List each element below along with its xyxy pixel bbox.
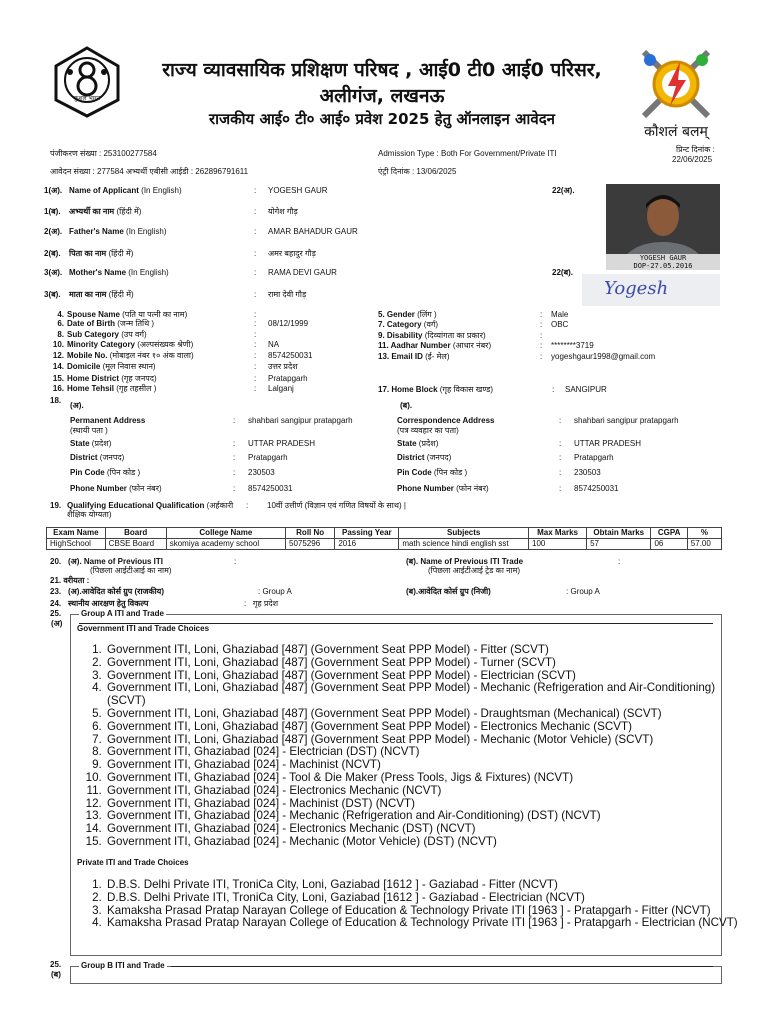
permanent-address-label-main: Phone Number — [70, 484, 127, 493]
detail-label-sub: (गृह जनपद) — [119, 374, 157, 383]
detail-right-label-main: 11. Aadhar Number — [378, 341, 451, 350]
detail-right-label-main: 9. Disability — [378, 331, 423, 340]
permanent-address-label — [70, 439, 111, 449]
application-number: आवेदन संख्या : 277584 अभ्यर्थी एबीसी आईडी : 262896791611 — [50, 167, 249, 176]
list-item: 15. Government ITI, Ghaziabad [024] - Mechanic (Motor Vehicle) (DST) (NCVT) — [105, 836, 745, 849]
detail-right-label-sub: (लिंग ) — [414, 310, 437, 319]
pvt-course-group-value: : Group A — [566, 587, 600, 596]
registration-number: पंजीकरण संख्या : 253100277584 — [50, 149, 157, 158]
list-item: 8. Government ITI, Ghaziabad [024] - Electrician (DST) (NCVT) — [105, 746, 745, 759]
detail-label-main: Mobile No. — [67, 351, 108, 360]
applicant-row-colon: : — [254, 227, 257, 236]
permanent-address-label — [70, 453, 124, 463]
detail-number: 4. — [57, 310, 64, 319]
applicant-row-label-sub: (हिंदी में) — [114, 207, 142, 216]
corr-marker: (ब). — [400, 401, 413, 410]
detail-label-sub: (जन्म तिथि ) — [115, 319, 155, 328]
permanent-address-label — [70, 468, 140, 478]
correspondence-address-value: 230503 — [574, 468, 601, 477]
local-reservation-label: स्थानीय आरक्षण हेतु विकल्प — [68, 599, 149, 608]
applicant-row-colon: : — [254, 186, 257, 195]
correspondence-address-label-main: State — [397, 439, 417, 448]
local-reservation-value: : गृह प्रदेश — [244, 599, 279, 608]
qual-value: 10वीं उत्तीर्ण (विज्ञान एवं गणित विषयों के साथ) | — [267, 501, 406, 510]
applicant-row-number: 2(अ). — [44, 227, 63, 236]
detail-label-main: Date of Birth — [67, 319, 115, 328]
gov-choices-list — [71, 644, 745, 849]
list-item: 5. Government ITI, Loni, Ghaziabad [487] (Government Seat PPP Model) - Draughtsman (Mechanical) (SCVT) — [105, 708, 745, 721]
home-block-value: SANGIPUR — [565, 385, 607, 394]
applicant-row-number: 1(ब). — [44, 207, 61, 216]
qual-label-2: शैक्षिक योग्यता) — [67, 510, 112, 519]
applicant-row-label — [69, 290, 134, 300]
correspondence-address-colon: : — [559, 453, 562, 462]
permanent-address-colon: : — [233, 484, 236, 493]
qual-colon: : — [246, 501, 249, 510]
qual-label: Qualifying Educational Qualification (अर्हकारी — [67, 501, 234, 510]
detail-label-sub: (मूल निवास स्थान) — [100, 362, 156, 371]
applicant-row-label-main: माता का नाम — [69, 290, 107, 299]
entry-date: एंट्री दिनांक : 13/06/2025 — [378, 167, 457, 176]
detail-right-value: OBC — [551, 320, 569, 329]
detail-right-label — [378, 352, 450, 362]
detail-right-label-sub: (वर्ग) — [421, 320, 439, 329]
detail-right-label-sub: (आधार नंबर) — [450, 341, 492, 350]
correspondence-address-label — [397, 484, 489, 494]
permanent-address-value: UTTAR PRADESH — [248, 439, 315, 448]
applicant-row-label — [69, 207, 141, 217]
permanent-address-label — [70, 416, 145, 436]
table-header-cell: Roll No — [286, 528, 335, 539]
correspondence-address-label-sub: (जनपद) — [424, 453, 452, 462]
list-item: 1. Government ITI, Loni, Ghaziabad [487] (Government Seat PPP Model) - Fitter (SCVT) — [105, 644, 745, 657]
detail-label-sub: (गृह तहसील ) — [113, 384, 157, 393]
detail-label — [67, 374, 157, 384]
applicant-row-number: 3(अ). — [44, 268, 63, 277]
detail-number: 10. — [52, 340, 64, 349]
correspondence-address-label — [397, 439, 438, 449]
detail-right-value: Male — [551, 310, 569, 319]
applicant-row-colon: : — [254, 268, 257, 277]
detail-number: 16. — [52, 384, 64, 393]
detail-colon: : — [254, 330, 257, 339]
applicant-row-label-main: Name of Applicant — [69, 186, 139, 195]
local-reservation-number: 24. — [50, 599, 62, 608]
correspondence-address-label-sub: (पत्र व्यवहार का पता) — [397, 426, 459, 435]
applicant-row-label — [69, 249, 133, 259]
pvt-choices-title: Private ITI and Trade Choices — [77, 858, 189, 867]
applicant-row-label-sub: (हिंदी में) — [106, 249, 134, 258]
detail-label-main: Spouse Name — [67, 310, 120, 319]
table-cell: CBSE Board — [105, 539, 166, 550]
correspondence-address-label-main: Phone Number — [397, 484, 454, 493]
detail-value: 08/12/1999 — [268, 319, 309, 328]
applicant-row-colon: : — [254, 290, 257, 299]
detail-colon: : — [254, 319, 257, 328]
detail-right-colon: : — [540, 310, 543, 319]
perm-marker: (अ). — [70, 401, 84, 410]
detail-label-sub: (मोबाइल नंबर १० अंक वाला) — [107, 351, 194, 360]
detail-value: उत्तर प्रदेश — [268, 362, 298, 371]
applicant-row-value: AMAR BAHADUR GAUR — [268, 227, 358, 236]
list-item: 2. D.B.S. Delhi Private ITI, TroniCa City, Loni, Gaziabad [1612 ] - Gaziabad - Electrician (NCVT) — [105, 892, 745, 905]
signature-label: 22(ब). — [552, 268, 574, 277]
pvt-choices-list — [71, 879, 745, 930]
print-date-label: प्रिन्ट दिनांक : — [676, 145, 715, 154]
preference-label: 21. वरीयता : — [50, 576, 90, 585]
photo-date: DOP-27.05.2016 — [633, 262, 693, 270]
detail-label-main: Home District — [67, 374, 120, 383]
list-item: 12. Government ITI, Ghaziabad [024] - Machinist (DST) (NCVT) — [105, 798, 745, 811]
correspondence-address-label-main: District — [397, 453, 425, 462]
group-b-rule — [171, 966, 713, 967]
list-item: 13. Government ITI, Ghaziabad [024] - Mechanic (Refrigeration and Air-Conditioning) (DST) (NCVT) — [105, 810, 745, 823]
list-item: 6. Government ITI, Loni, Ghaziabad [487] (Government Seat PPP Model) - Electronics Mechanic (SCVT) — [105, 721, 745, 734]
detail-colon: : — [254, 340, 257, 349]
detail-colon: : — [254, 351, 257, 360]
applicant-row-label-sub: (In English) — [138, 186, 182, 195]
right-logo — [636, 44, 716, 140]
prev-trade-colon: : — [618, 557, 621, 566]
page-title-line2: अलीगंज, लखनऊ — [319, 85, 445, 107]
correspondence-address-label-main: Correspondence Address — [397, 416, 495, 425]
photo-caption: YOGESH GAUR — [639, 254, 687, 262]
group-a-legend: Group A ITI and Trade — [81, 609, 164, 618]
detail-colon: : — [254, 384, 257, 393]
detail-label-main: Home Tehsil — [67, 384, 114, 393]
permanent-address-colon: : — [233, 439, 236, 448]
skill-gear-icon — [636, 44, 716, 124]
correspondence-address-colon: : — [559, 439, 562, 448]
table-header-cell: Obtain Marks — [587, 528, 651, 539]
permanent-address-label-sub: (जनपद) — [97, 453, 125, 462]
permanent-address-colon: : — [233, 416, 236, 425]
page-subtitle: राजकीय आई० टी० आई० प्रवेश 2025 हेतु ऑनलाइन आवेदन — [209, 110, 555, 128]
group-a-marker: (अ) — [51, 619, 63, 628]
permanent-address-colon: : — [233, 468, 236, 477]
qualification-table — [46, 527, 722, 550]
detail-label-sub: (अल्पसंख्यक श्रेणी) — [135, 340, 194, 349]
detail-right-label — [378, 310, 437, 320]
list-item: 4. Government ITI, Loni, Ghaziabad [487] (Government Seat PPP Model) - Mechanic (Refrigeration and Air-Conditioning) (SCVT) — [105, 682, 745, 708]
table-header-cell: Exam Name — [47, 528, 106, 539]
applicant-signature — [582, 274, 720, 306]
table-header-cell: Board — [105, 528, 166, 539]
applicant-row-value: YOGESH GAUR — [268, 186, 328, 195]
applicant-row-value: रामा देवी गौड़ — [268, 290, 307, 299]
pvt-course-group-label: (ब).आवेदित कोर्स ग्रुप (निजी) — [406, 587, 491, 596]
left-logo — [52, 46, 122, 118]
detail-label — [67, 330, 147, 340]
detail-number: 6. — [57, 319, 64, 328]
prev-iti-label: (अ). Name of Previous ITI — [68, 557, 164, 566]
detail-right-label — [378, 320, 438, 330]
applicant-row-colon: : — [254, 249, 257, 258]
home-block-label-main: 17. Home Block — [378, 385, 438, 394]
detail-value: Pratapgarh — [268, 374, 308, 383]
correspondence-address-value: Pratapgarh — [574, 453, 614, 462]
detail-right-colon: : — [540, 341, 543, 350]
table-cell: math science hindi english sst — [399, 539, 529, 550]
list-item: 9. Government ITI, Ghaziabad [024] - Machinist (NCVT) — [105, 759, 745, 772]
detail-number: 8. — [57, 330, 64, 339]
list-item: 3. Kamaksha Prasad Pratap Narayan College of Education & Technology Private ITI [1963 ] - Pratapgarh - Fitter (NCVT) — [105, 905, 745, 918]
applicant-row-colon: : — [254, 207, 257, 216]
list-item: 11. Government ITI, Ghaziabad [024] - Electronics Mechanic (NCVT) — [105, 785, 745, 798]
applicant-row-label — [69, 186, 182, 196]
prev-trade-label: (ब). Name of Previous ITI Trade — [406, 557, 524, 566]
prev-number: 20. — [50, 557, 62, 566]
table-row — [47, 539, 722, 550]
detail-label-main: Minority Category — [67, 340, 136, 349]
group-a-box — [70, 609, 738, 956]
applicant-row-label — [69, 268, 169, 278]
page-title-line1: राज्य व्यावसायिक प्रशिक्षण परिषद , आई0 टी0 आई0 परिसर, — [162, 59, 602, 81]
permanent-address-label-main: Pin Code — [70, 468, 105, 477]
correspondence-address-colon: : — [559, 484, 562, 493]
detail-label-main: Sub Category — [67, 330, 120, 339]
detail-right-colon: : — [540, 320, 543, 329]
permanent-address-label-main: Permanent Address — [70, 416, 146, 425]
group-b-number: 25. — [50, 960, 62, 969]
applicant-row-label-main: अभ्यर्थी का नाम — [69, 207, 115, 216]
detail-colon: : — [254, 374, 257, 383]
group-b-box — [70, 961, 722, 984]
detail-right-label — [378, 331, 486, 341]
detail-right-label-sub: (दिव्यांगता का प्रकार) — [422, 331, 486, 340]
permanent-address-label-sub: (स्थायी पता ) — [70, 426, 108, 435]
list-item: 3. Government ITI, Loni, Ghaziabad [487] (Government Seat PPP Model) - Electrician (SCVT) — [105, 670, 745, 683]
course-group-number: 23. — [50, 587, 62, 596]
detail-right-colon: : — [540, 331, 543, 340]
list-item: 2. Government ITI, Loni, Ghaziabad [487] (Government Seat PPP Model) - Turner (SCVT) — [105, 657, 745, 670]
applicant-photo — [606, 184, 720, 270]
applicant-row-label-sub: (हिंदी में) — [106, 290, 134, 299]
applicant-row-label-main: Father's Name — [69, 227, 124, 236]
table-cell: 5075296 — [286, 539, 335, 550]
print-date: 22/06/2025 — [672, 155, 713, 164]
correspondence-address-label-sub: (फोन नंबर) — [453, 484, 489, 493]
home-block-label — [378, 385, 493, 395]
left-logo-text: कुशल भारत — [73, 95, 101, 102]
detail-value: NA — [268, 340, 280, 349]
detail-label — [67, 362, 156, 372]
correspondence-address-label-sub: (प्रदेश) — [416, 439, 439, 448]
table-cell: 06 — [651, 539, 687, 550]
list-item: 7. Government ITI, Loni, Ghaziabad [487] (Government Seat PPP Model) - Mechanic (Motor Vehicle) (SCVT) — [105, 734, 745, 747]
permanent-address-label-main: State — [70, 439, 90, 448]
permanent-address-value: 230503 — [248, 468, 275, 477]
detail-number: 14. — [52, 362, 64, 371]
detail-right-label — [378, 341, 491, 351]
table-header-cell: CGPA — [651, 528, 687, 539]
detail-label — [67, 319, 154, 329]
detail-value: 8574250031 — [268, 351, 313, 360]
table-header-row — [47, 528, 722, 539]
detail-label-sub: (उप वर्ग) — [119, 330, 147, 339]
permanent-address-value: shahbari sangipur pratapgarh — [248, 416, 353, 425]
permanent-address-value: 8574250031 — [248, 484, 293, 493]
detail-right-value: yogeshgaur1998@gmail.com — [551, 352, 656, 361]
applicant-row-number: 3(ब). — [44, 290, 61, 299]
detail-number: 15. — [52, 374, 64, 383]
correspondence-address-value: 8574250031 — [574, 484, 619, 493]
admission-type: Admission Type : Both For Government/Private ITI — [378, 149, 557, 158]
group-b-marker: (ब) — [51, 970, 61, 979]
table-header-cell: Subjects — [399, 528, 529, 539]
correspondence-address-value: shahbari sangipur pratapgarh — [574, 416, 679, 425]
permanent-address-label-main: District — [70, 453, 98, 462]
table-cell: 2016 — [335, 539, 399, 550]
detail-colon: : — [254, 310, 257, 319]
correspondence-address-value: UTTAR PRADESH — [574, 439, 641, 448]
correspondence-address-label-sub: (पिन कोड ) — [431, 468, 468, 477]
correspondence-address-colon: : — [559, 468, 562, 477]
group-b-legend: Group B ITI and Trade — [81, 961, 165, 970]
list-item: 1. D.B.S. Delhi Private ITI, TroniCa City, Loni, Gaziabad [1612 ] - Gaziabad - Fitter (NCVT) — [105, 879, 745, 892]
applicant-row-label-main: Mother's Name — [69, 268, 127, 277]
gov-course-group-label: (अ).आवेदित कोर्स ग्रुप (राजकीय) — [68, 587, 164, 596]
correspondence-address-label — [397, 468, 467, 478]
correspondence-address-label-main: Pin Code — [397, 468, 432, 477]
applicant-row-label-sub: (In English) — [126, 268, 169, 277]
permanent-address-label-sub: (फोन नंबर) — [126, 484, 162, 493]
table-cell: 57.00 — [687, 539, 721, 550]
permanent-address-value: Pratapgarh — [248, 453, 288, 462]
applicant-row-label-main: पिता का नाम — [69, 249, 107, 258]
list-item: 14. Government ITI, Ghaziabad [024] - Electronics Mechanic (DST) (NCVT) — [105, 823, 745, 836]
home-block-label-sub: (गृह विकास खण्ड) — [437, 385, 494, 394]
detail-colon: : — [254, 362, 257, 371]
applicant-row-number: 2(ब). — [44, 249, 61, 258]
table-header-cell: Passing Year — [335, 528, 399, 539]
gov-choices-title: Government ITI and Trade Choices — [77, 624, 210, 633]
applicant-row-value: योगेश गौड़ — [268, 207, 298, 216]
applicant-row-label-sub: (In English) — [123, 227, 167, 236]
detail-right-colon: : — [540, 352, 543, 361]
detail-number: 12. — [52, 351, 64, 360]
applicant-row-label — [69, 227, 167, 237]
detail-right-label-main: 7. Category — [378, 320, 422, 329]
correspondence-address-label — [397, 453, 451, 463]
permanent-address-label-sub: (प्रदेश) — [89, 439, 112, 448]
correspondence-address-label — [397, 416, 495, 436]
table-cell: skomiya academy school — [166, 539, 285, 550]
detail-label-sub: (पति या पत्नी का नाम) — [119, 310, 188, 319]
applicant-row-number: 1(अ). — [44, 186, 63, 195]
detail-value: Lalganj — [268, 384, 294, 393]
detail-right-label-sub: (ई- मेल) — [422, 352, 450, 361]
prev-iti-sub: (पिछला आईटीआई का नाम) — [90, 566, 172, 575]
detail-label-main: Domicile — [67, 362, 101, 371]
detail-right-label-main: 5. Gender — [378, 310, 415, 319]
gov-course-group-value: : Group A — [258, 587, 292, 596]
table-header-cell: College Name — [166, 528, 285, 539]
detail-label — [67, 351, 194, 361]
table-header-cell: % — [687, 528, 721, 539]
applicant-row-value: RAMA DEVI GAUR — [268, 268, 337, 277]
permanent-address-colon: : — [233, 453, 236, 462]
prev-trade-sub: (पिछला आईटीआई ट्रेड का नाम) — [428, 566, 521, 575]
address-number: 18. — [50, 396, 62, 405]
prev-iti-colon: : — [234, 557, 237, 566]
list-item: 4. Kamaksha Prasad Pratap Narayan College of Education & Technology Private ITI [1963 ] - Pratapgarh - Electrician (NCVT) — [105, 917, 745, 930]
group-a-number: 25. — [50, 609, 62, 618]
qual-number: 19. — [50, 501, 62, 510]
detail-label — [67, 384, 156, 394]
detail-right-label-main: 13. Email ID — [378, 352, 423, 361]
detail-label — [67, 340, 193, 350]
table-cell: HighSchool — [47, 539, 106, 550]
list-item: 10. Government ITI, Ghaziabad [024] - Tool & Die Maker (Press Tools, Jigs & Fixtures) (NCVT) — [105, 772, 745, 785]
detail-right-value: ********3719 — [551, 341, 594, 350]
correspondence-address-colon: : — [559, 416, 562, 425]
table-cell: 57 — [587, 539, 651, 550]
table-header-cell: Max Marks — [529, 528, 587, 539]
applicant-row-value: अमर बहादुर गौड़ — [268, 249, 316, 258]
permanent-address-label — [70, 484, 162, 494]
home-block-colon: : — [552, 385, 555, 394]
permanent-address-label-sub: (पिन कोड ) — [104, 468, 141, 477]
emblem-icon — [52, 46, 122, 118]
photo-label: 22(अ). — [552, 186, 575, 195]
signature-text: Yogesh — [604, 278, 669, 299]
right-logo-text: कौशलं बलम् — [644, 124, 708, 140]
table-cell: 100 — [529, 539, 587, 550]
